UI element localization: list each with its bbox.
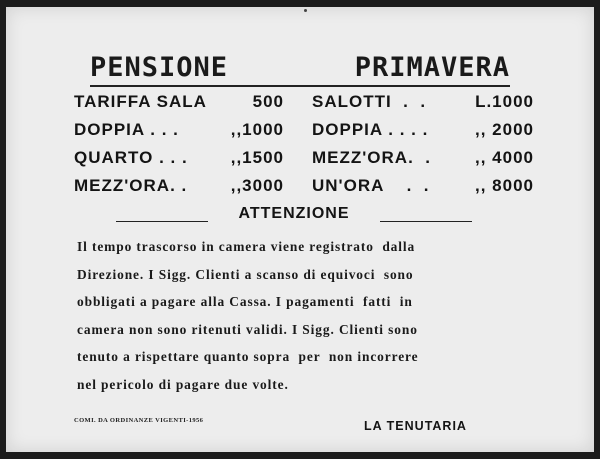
sign-title: [90, 52, 510, 87]
notice-line: tenuto a rispettare quanto sopra per non incorrere: [77, 349, 419, 365]
notice-line: Direzione. I Sigg. Clienti a scanso di equivoci sono: [77, 266, 414, 282]
rate-row-doppia-2: [312, 119, 534, 141]
rate-row-mezzora: [74, 175, 284, 197]
rate-label: MEZZ'ORA. .: [312, 148, 431, 167]
ordinance-note: COMI. DA ORDINANZE VIGENTI-1956: [74, 417, 204, 424]
rule-left: [116, 221, 208, 222]
rate-price: ,,1000: [230, 120, 284, 139]
rate-label: DOPPIA . . .: [74, 120, 179, 139]
rate-row-doppia: [74, 119, 284, 141]
signature-tenutaria: LA TENUTARIA: [364, 419, 467, 433]
rate-price: L.1000: [475, 92, 534, 111]
attention-text: ATTENZIONE: [238, 205, 350, 222]
rate-row-tariffa-sala: [74, 91, 284, 113]
rate-label: DOPPIA . . . .: [312, 120, 429, 139]
rate-label: UN'ORA . .: [312, 176, 430, 195]
rate-row-mezzora-2: [312, 147, 534, 169]
notice-line: nel pericolo di pagare due volte.: [77, 376, 289, 392]
title-word-primavera: PRIMAVERA: [354, 52, 510, 83]
attention-heading: [116, 205, 472, 229]
rate-price: ,, 4000: [475, 148, 534, 167]
title-word-pensione: PENSIONE: [90, 52, 229, 83]
rate-label: QUARTO . . .: [74, 148, 188, 167]
notice-line: obbligati a pagare alla Cassa. I pagamenti fatti in: [77, 294, 413, 310]
rate-price: ,,1500: [230, 148, 284, 167]
rate-price: ,, 2000: [475, 120, 534, 139]
rate-label: SALOTTI . .: [312, 92, 427, 111]
rule-right: [380, 221, 472, 222]
rate-label: MEZZ'ORA. .: [74, 176, 188, 195]
rate-row-quarto: [74, 147, 284, 169]
notice-paragraph: [77, 233, 547, 399]
notice-line: camera non sono ritenuti validi. I Sigg. Clienti sono: [77, 321, 418, 337]
rate-price: ,, 8000: [475, 176, 534, 195]
rate-label: TARIFFA SALA: [74, 92, 207, 111]
rate-row-unora: [312, 175, 534, 197]
notice-line: Il tempo trascorso in camera viene registrato dalla: [77, 239, 416, 254]
rate-row-salotti: [312, 91, 534, 113]
rate-price: 500: [252, 92, 284, 111]
rate-price: ,,3000: [230, 176, 284, 195]
sign-card: [6, 7, 594, 452]
pin-hole: [304, 9, 307, 12]
